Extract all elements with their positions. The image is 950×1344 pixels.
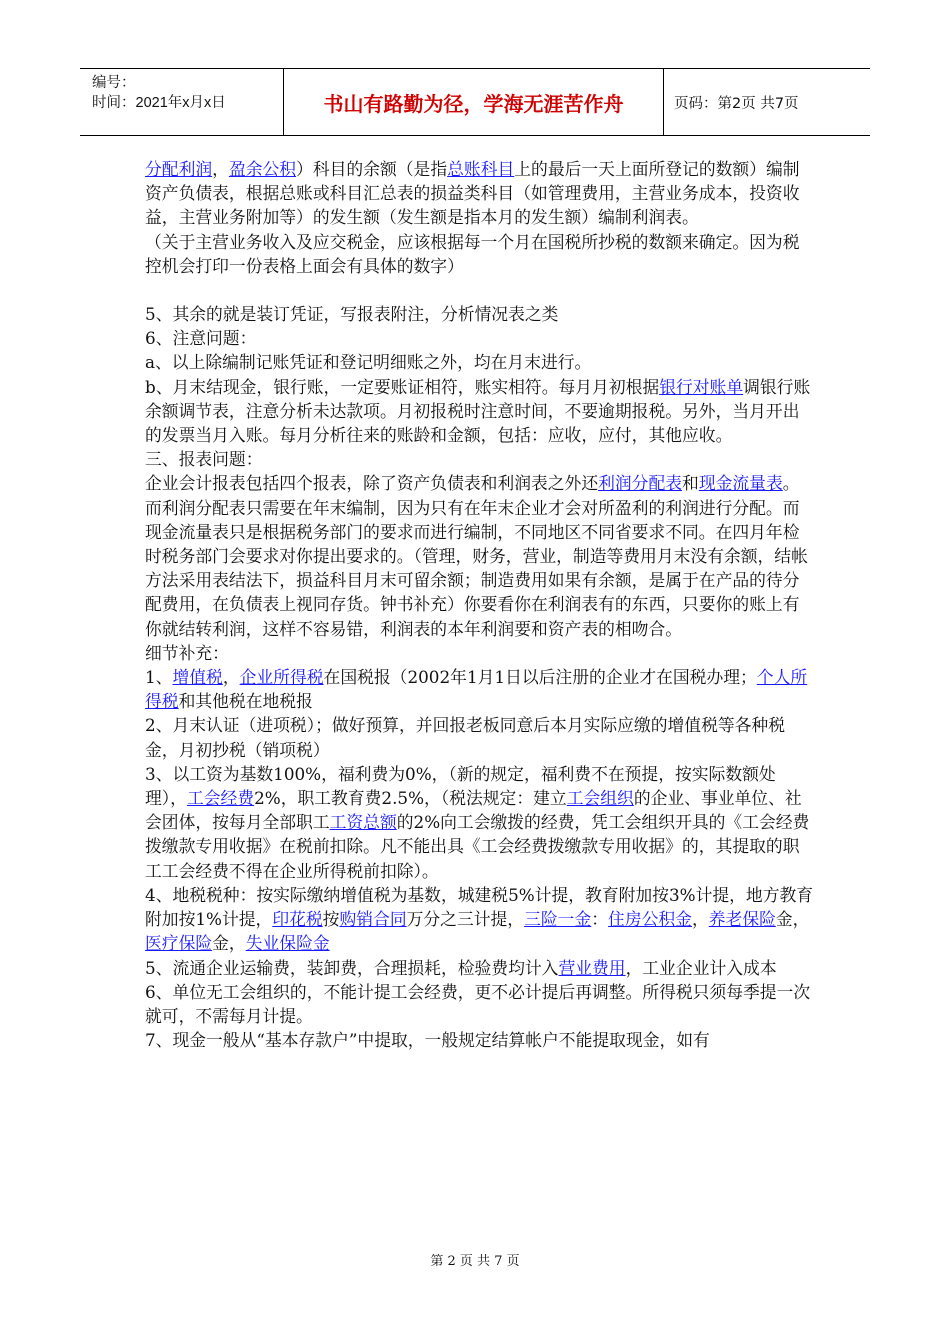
link-fenpei-lirun[interactable]: 分配利润 xyxy=(145,159,213,179)
document-body xyxy=(145,157,815,1052)
paragraph xyxy=(145,157,815,230)
paragraph xyxy=(145,471,815,640)
text-span: 1、 xyxy=(145,667,173,688)
document-time-label: 时间：2021年x月x日 xyxy=(92,95,226,111)
link-yanglao-baoxian[interactable]: 养老保险 xyxy=(708,909,776,930)
text-span: 3、以工资为基数100%，福利费为0%，（新的规定，福利费不在预提，按实际数额处理）， xyxy=(145,763,776,809)
text-span: 企业会计报表包括四个报表，除了资产负债表和利润表之外还 xyxy=(145,473,599,494)
text-span: 金， xyxy=(775,909,810,930)
spacer xyxy=(145,278,815,302)
paragraph: a、以上除编制记账凭证和登记明细账之外，均在月末进行。 xyxy=(145,352,592,373)
link-yinhang-duizhangdan[interactable]: 银行对账单 xyxy=(659,376,744,397)
link-gonghui-zuzhi[interactable]: 工会组织 xyxy=(566,788,634,809)
link-zongzhang-kemu[interactable]: 总账科目 xyxy=(447,159,515,179)
text-span: 上的最后一天上面所登记的数额）编制资产负债表，根据总账或科目汇总表的损益类科目（如管理费用，主营业务成本，投资收益，主营业务附加等）的发生额（发生额是指本月的发生额）编制利润表。 xyxy=(145,159,800,228)
paragraph: 6、单位无工会组织的，不能计提工会经费，更不必计提后再调整。所得税只须每季提一次就可，不需每月计提。 xyxy=(145,981,811,1026)
section-heading: 三、报表问题： xyxy=(145,449,263,470)
paragraph xyxy=(145,956,815,980)
text-span: ）科目的余额（是指 xyxy=(296,159,448,179)
document-number-label: 编号： xyxy=(92,75,136,91)
text-span: ， xyxy=(691,909,709,930)
paragraph: 7、现金一般从“基本存款户”中提取，一般规定结算帐户不能提取现金，如有 xyxy=(145,1030,710,1051)
paragraph: 2、月末认证（进项税）；做好预算，并回报老板同意后本月实际应缴的增值税等各种税金，月初抄税（销项税） xyxy=(145,715,785,760)
header-page-info: 页码：第2页 共7页 xyxy=(674,95,799,112)
text-span: 。而利润分配表只需要在年末编制，因为只有在年末企业才会对所盈利的利润进行分配。而现金流量表只是根据税务部门的要求而进行编制，不同地区不同省要求不同。在四月年检时税务部门会要求对你提出要求的。（管理，财务，营业，制造等费用月末没有余额，结帐方法采用表结法下，损益科目月末可留余额；制造费用如果有余额，是属于在产品的待分配费用，在负债表上视同存货。钟书补充）你要看你在利润表有的东西，只要你的账上有你就结转利润，这样不容易错，利润表的本年利润要和资产表的相吻合。 xyxy=(145,473,808,639)
paragraph xyxy=(145,883,815,956)
link-geren-suodeshui[interactable]: 个人所得税 xyxy=(145,667,808,712)
text-span: 和其他税在地税报 xyxy=(178,691,313,712)
text-span: 的企业、事业单位、社会团体，按每月全部职工 xyxy=(145,788,802,833)
paragraph: （关于主营业务收入及应交税金，应该根据每一个月在国税所抄税的数额来确定。因为税控机会打印一份表格上面会有具体的数字） xyxy=(145,231,800,276)
page-header xyxy=(80,68,870,136)
text-span: 万分之三计提， xyxy=(406,909,525,930)
link-qiye-suodeshui[interactable]: 企业所得税 xyxy=(239,667,324,688)
text-span: ： xyxy=(591,909,609,930)
text-span: ， xyxy=(212,159,229,179)
text-span: 调银行账余额调节表，注意分析未达款项。月初报税时注意时间，不要逾期报税。另外，当月开出的发票当月入账。每月分析往来的账龄和金额，包括：应收，应付，其他应收。 xyxy=(145,376,811,446)
text-span: b、月末结现金，银行账，一定要账证相符，账实相符。每月月初根据 xyxy=(145,376,660,397)
paragraph xyxy=(145,375,815,448)
link-zengzhishui[interactable]: 增值税 xyxy=(172,667,223,688)
link-yingyu-gongji[interactable]: 盈余公积 xyxy=(228,159,297,179)
text-span: ， xyxy=(222,667,240,688)
link-sanxian-yijin[interactable]: 三险一金 xyxy=(524,909,592,930)
link-shiye-baoxianjin[interactable]: 失业保险金 xyxy=(245,933,330,954)
section-heading: 细节补充： xyxy=(145,642,229,663)
link-gouxiao-hetong[interactable]: 购销合同 xyxy=(339,909,407,930)
text-span: 4、地税税种：按实际缴纳增值税为基数，城建税5%计提，教育附加按3%计提，地方教育附加按1%计提， xyxy=(145,884,814,930)
text-span: 的2%向工会缴拨的经费，凭工会组织开具的《工会经费拨缴款专用收据》在税前扣除。凡不能出具《工会经费拨缴款专用收据》的，其提取的职工工会经费不得在企业所得税前扣除）。 xyxy=(145,812,810,881)
link-yinhuashui[interactable]: 印花税 xyxy=(272,909,323,930)
paragraph: 6、注意问题： xyxy=(145,328,257,349)
text-span: 2%，职工教育费2.5%，（税法规定：建立 xyxy=(254,788,567,809)
text-span: ，工业企业计入成本 xyxy=(625,957,777,978)
header-meta xyxy=(80,69,284,135)
page-footer: 第 2 页 共 7 页 xyxy=(430,1254,520,1269)
paragraph: 5、其余的就是装订凭证，写报表附注，分析情况表之类 xyxy=(145,304,559,325)
link-xianjin-liuliangbiao[interactable]: 现金流量表 xyxy=(698,473,783,494)
link-gonghui-jingfei[interactable]: 工会经费 xyxy=(186,788,255,809)
text-span: 和 xyxy=(682,473,699,494)
link-yiliao-baoxian[interactable]: 医疗保险 xyxy=(145,933,213,954)
text-span: 5、流通企业运输费，装卸费，合理损耗，检验费均计入 xyxy=(145,957,559,978)
link-gongzi-zonge[interactable]: 工资总额 xyxy=(329,812,397,833)
text-span: 金， xyxy=(212,933,246,954)
paragraph xyxy=(145,665,815,713)
link-zhufang-gongjijin[interactable]: 住房公积金 xyxy=(608,909,692,930)
link-lirun-fenpeibiao[interactable]: 利润分配表 xyxy=(598,473,683,494)
link-yingye-feiyong[interactable]: 营业费用 xyxy=(558,957,626,978)
text-span: 按 xyxy=(322,909,340,930)
paragraph xyxy=(145,762,815,883)
header-motto: 书山有路勤为径，学海无涯苦作舟 xyxy=(284,69,664,135)
text-span: 在国税报（2002年1月1日以后注册的企业才在国税办理； xyxy=(323,667,757,688)
